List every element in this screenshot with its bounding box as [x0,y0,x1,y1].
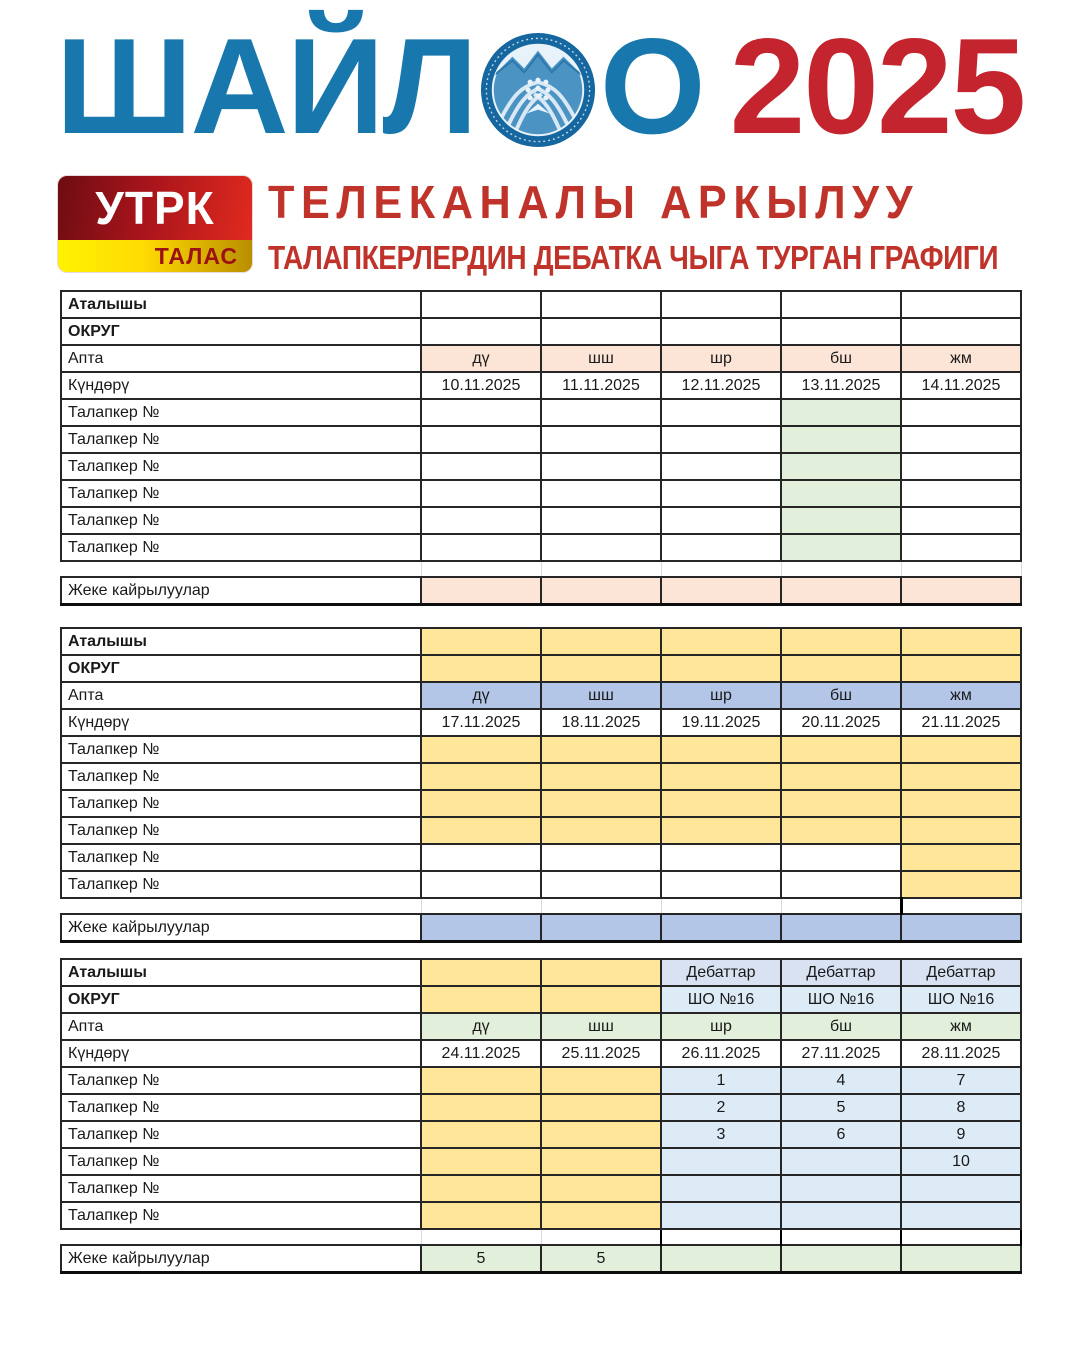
header [0,0,1080,287]
table-row [61,1202,1021,1229]
row-label: Жеке кайрылуулар [61,577,421,605]
schedule-cell [541,399,661,426]
schedule-cell: ШО №16 [901,986,1021,1013]
schedule-cell [901,453,1021,480]
row-label: Талапкер № [61,1202,421,1229]
schedule-cell [781,534,901,561]
spacer-cell [541,561,661,577]
row-label: Талапкер № [61,507,421,534]
spacer-cell [541,1229,661,1245]
schedule-cell [541,844,661,871]
schedule-cell: 13.11.2025 [781,372,901,399]
schedule-cell [661,736,781,763]
schedule-cell [781,453,901,480]
schedule-cell: дү [421,1013,541,1040]
schedule-cell [661,1175,781,1202]
spacer-cell [541,898,661,914]
schedule-cell [901,1245,1021,1273]
schedule-cell [421,318,541,345]
row-label: Талапкер № [61,1094,421,1121]
schedule-cell: жм [901,345,1021,372]
schedule-cell [901,1175,1021,1202]
row-label: Аталышы [61,291,421,318]
schedule-cell [661,790,781,817]
row-label: ОКРУГ [61,655,421,682]
row-label: Талапкер № [61,534,421,561]
schedule-cell [661,507,781,534]
schedule-cell: шр [661,682,781,709]
schedule-cell: Дебаттар [661,959,781,986]
row-label: ОКРУГ [61,318,421,345]
schedule-cell [661,844,781,871]
schedule-cell [421,534,541,561]
spacer-label-cell [61,1229,421,1245]
table-row [61,577,1021,605]
schedule-cell [661,914,781,942]
schedule-cell [901,577,1021,605]
schedule-cell [901,628,1021,655]
spacer-cell [421,561,541,577]
row-label: Талапкер № [61,871,421,898]
row-label: Талапкер № [61,817,421,844]
schedule-cell [541,534,661,561]
schedule-cell [421,426,541,453]
schedule-cell [421,1121,541,1148]
schedule-cell: 26.11.2025 [661,1040,781,1067]
schedule-cell [421,291,541,318]
schedule-cell: шш [541,682,661,709]
brand-title [0,6,1080,166]
schedule-cell [901,399,1021,426]
schedule-cell [781,763,901,790]
schedule-cell [901,507,1021,534]
schedule-cell [421,986,541,1013]
schedule-cell [901,790,1021,817]
schedule-cell [541,453,661,480]
utrk-logo-text: УТРК [58,176,252,240]
schedule-cell [541,577,661,605]
schedule-cell [661,480,781,507]
schedule-table-week1 [60,290,1022,606]
schedule-table-week2-body [61,628,1021,942]
schedule-table-week3-body [61,959,1021,1273]
schedule-cell [421,763,541,790]
schedule-cell [661,871,781,898]
spacer-label-cell [61,898,421,914]
brand-title-part1: ШАЙЛ [55,10,476,162]
schedule-cell [421,1202,541,1229]
spacer-cell [781,561,901,577]
table-row [61,1245,1021,1273]
schedule-cell [661,577,781,605]
table-row [61,790,1021,817]
schedule-cell [421,577,541,605]
schedule-cell [421,507,541,534]
schedule-cell [421,480,541,507]
spacer-cell [661,561,781,577]
schedule-cell [901,426,1021,453]
schedule-cell [421,1175,541,1202]
schedule-cell [541,1121,661,1148]
schedule-cell: шр [661,1013,781,1040]
schedule-cell [901,655,1021,682]
brand-title-part2: О [599,10,704,162]
table-row [61,1067,1021,1094]
schedule-cell [661,1148,781,1175]
table-row [61,736,1021,763]
table-row [61,709,1021,736]
table-row [61,914,1021,942]
spacer-cell [901,898,1021,914]
schedule-cell: 17.11.2025 [421,709,541,736]
schedule-cell: 20.11.2025 [781,709,901,736]
schedule-cell: 14.11.2025 [901,372,1021,399]
row-label: Жеке кайрылуулар [61,1245,421,1273]
schedule-cell [421,399,541,426]
schedule-cell [421,790,541,817]
row-label: Талапкер № [61,1067,421,1094]
row-label: Аталышы [61,959,421,986]
row-label: Талапкер № [61,453,421,480]
schedule-cell [541,628,661,655]
schedule-cell [421,736,541,763]
schedule-cell [421,1067,541,1094]
schedule-cell [781,914,901,942]
schedule-cell: 24.11.2025 [421,1040,541,1067]
schedule-cell [541,1067,661,1094]
table-row [61,426,1021,453]
schedule-cell [781,1245,901,1273]
schedule-cell [541,1175,661,1202]
row-label: Жеке кайрылуулар [61,914,421,942]
schedule-cell [781,628,901,655]
schedule-cell [901,914,1021,942]
schedule-cell [781,790,901,817]
schedule-cell [661,291,781,318]
schedule-cell: 11.11.2025 [541,372,661,399]
table-row [61,871,1021,898]
schedule-cell [901,844,1021,871]
schedule-cell [421,1148,541,1175]
schedule-cell [421,1094,541,1121]
table-row [61,480,1021,507]
row-label: Талапкер № [61,1175,421,1202]
schedule-cell [661,453,781,480]
table-row [61,1013,1021,1040]
row-label: Талапкер № [61,1148,421,1175]
row-label: Талапкер № [61,426,421,453]
schedule-cell [421,817,541,844]
schedule-cell [541,817,661,844]
schedule-cell [541,507,661,534]
row-label: Апта [61,682,421,709]
schedule-cell [781,871,901,898]
row-label: ОКРУГ [61,986,421,1013]
schedule-cell [661,318,781,345]
schedule-cell [781,1175,901,1202]
row-label: Апта [61,345,421,372]
schedule-cell [421,844,541,871]
schedule-cell: шш [541,1013,661,1040]
brand-title-year: 2025 [729,10,1025,162]
table-row [61,507,1021,534]
spacer-row [61,1229,1021,1245]
table-row [61,986,1021,1013]
table-row [61,372,1021,399]
schedule-cell [781,1202,901,1229]
schedule-cell: 19.11.2025 [661,709,781,736]
schedule-cell: жм [901,682,1021,709]
schedule-cell [901,871,1021,898]
schedule-cell [541,655,661,682]
schedule-cell: 5 [781,1094,901,1121]
schedule-cell [421,628,541,655]
schedule-cell [661,399,781,426]
schedule-cell [781,736,901,763]
spacer-row [61,561,1021,577]
schedule-cell [541,986,661,1013]
schedule-cell [661,1202,781,1229]
schedule-cell: 25.11.2025 [541,1040,661,1067]
schedule-cell: ШО №16 [661,986,781,1013]
schedule-cell: 5 [541,1245,661,1273]
schedule-cell [901,1202,1021,1229]
row-label: Талапкер № [61,763,421,790]
schedule-cell [421,914,541,942]
schedule-cell [541,291,661,318]
schedule-cell [661,1245,781,1273]
subtitle-line2: ТАЛАПКЕРЛЕРДИН ДЕБАТКА ЧЫГА ТУРГАН ГРАФИГИ [268,239,999,276]
schedule-cell: дү [421,682,541,709]
schedule-cell [661,817,781,844]
table-row [61,453,1021,480]
row-label: Талапкер № [61,480,421,507]
schedule-cell: 18.11.2025 [541,709,661,736]
table-row [61,844,1021,871]
schedule-cell: 21.11.2025 [901,709,1021,736]
schedule-cell: 27.11.2025 [781,1040,901,1067]
schedule-cell: 2 [661,1094,781,1121]
schedule-cell [781,507,901,534]
schedule-cell: дү [421,345,541,372]
spacer-row [61,898,1021,914]
table-row [61,399,1021,426]
table-row [61,1175,1021,1202]
table-row [61,682,1021,709]
table-row [61,1148,1021,1175]
spacer-cell [781,898,901,914]
schedule-cell: 7 [901,1067,1021,1094]
schedule-cell [541,480,661,507]
schedule-cell: ШО №16 [781,986,901,1013]
spacer-cell [781,1229,901,1245]
talas-logo-text: ТАЛАС [58,240,252,272]
schedule-cell [781,480,901,507]
schedule-cell [541,1202,661,1229]
schedule-cell: бш [781,1013,901,1040]
spacer-label-cell [61,561,421,577]
schedule-cell [901,817,1021,844]
table-row [61,1121,1021,1148]
spacer-cell [661,1229,781,1245]
schedule-cell [781,399,901,426]
schedule-cell [781,817,901,844]
schedule-cell [661,628,781,655]
row-label: Талапкер № [61,736,421,763]
row-label: Апта [61,1013,421,1040]
schedule-cell [541,914,661,942]
table-row [61,763,1021,790]
spacer-cell [901,561,1021,577]
spacer-cell [421,898,541,914]
schedule-cell: шр [661,345,781,372]
schedule-cell [421,871,541,898]
schedule-cell [901,534,1021,561]
schedule-cell [421,655,541,682]
spacer-cell [901,1229,1021,1245]
table-row [61,534,1021,561]
row-label: Талапкер № [61,844,421,871]
schedule-table-week3-debates [60,958,1022,1274]
schedule-cell: 8 [901,1094,1021,1121]
cec-seal-icon [479,31,597,149]
table-row [61,628,1021,655]
schedule-table-week1-body [61,291,1021,605]
schedule-cell [661,426,781,453]
spacer-cell [661,898,781,914]
row-label: Талапкер № [61,399,421,426]
table-row [61,817,1021,844]
schedule-cell [541,763,661,790]
row-label: Күндөрү [61,372,421,399]
schedule-cell [661,763,781,790]
schedule-cell [541,871,661,898]
schedule-cell: 28.11.2025 [901,1040,1021,1067]
table-row [61,655,1021,682]
schedule-cell [541,426,661,453]
subtitles [268,176,1033,276]
schedule-cell [901,763,1021,790]
schedule-table-week2 [60,627,1022,943]
subtitle-line1: ТЕЛЕКАНАЛЫ АРКЫЛУУ [268,176,920,228]
schedule-cell: бш [781,345,901,372]
utrk-talas-logo [58,176,252,272]
schedule-cell [661,655,781,682]
schedule-cell [781,655,901,682]
schedule-cell [541,318,661,345]
schedule-cell: шш [541,345,661,372]
schedule-cell: Дебаттар [901,959,1021,986]
schedule-cell [781,844,901,871]
spacer-cell [421,1229,541,1245]
schedule-cell: 6 [781,1121,901,1148]
row-label: Күндөрү [61,709,421,736]
schedule-cell [541,959,661,986]
schedule-cell [901,736,1021,763]
table-row [61,1040,1021,1067]
table-row [61,291,1021,318]
schedule-cell [541,736,661,763]
row-label: Аталышы [61,628,421,655]
schedule-cell [541,1094,661,1121]
row-label: Талапкер № [61,1121,421,1148]
table-row [61,318,1021,345]
schedule-cell [661,534,781,561]
table-row [61,345,1021,372]
schedule-cell: 10.11.2025 [421,372,541,399]
schedule-cell [541,1148,661,1175]
schedule-cell: 4 [781,1067,901,1094]
schedule-cell [421,959,541,986]
table-row [61,959,1021,986]
schedule-cell: 3 [661,1121,781,1148]
schedule-cell [901,480,1021,507]
schedule-cell: 1 [661,1067,781,1094]
table-row [61,1094,1021,1121]
schedule-cell [781,577,901,605]
schedule-cell [901,291,1021,318]
schedule-cell: 5 [421,1245,541,1273]
schedule-cell [901,318,1021,345]
row-label: Күндөрү [61,1040,421,1067]
schedule-cell [781,1148,901,1175]
schedule-cell [781,291,901,318]
schedule-cell [781,426,901,453]
row-label: Талапкер № [61,790,421,817]
schedule-cell: жм [901,1013,1021,1040]
schedule-cell: бш [781,682,901,709]
schedule-cell: 10 [901,1148,1021,1175]
schedule-cell [421,453,541,480]
schedule-cell: 12.11.2025 [661,372,781,399]
schedule-cell [781,318,901,345]
schedule-cell [541,790,661,817]
schedule-cell: Дебаттар [781,959,901,986]
schedule-cell: 9 [901,1121,1021,1148]
